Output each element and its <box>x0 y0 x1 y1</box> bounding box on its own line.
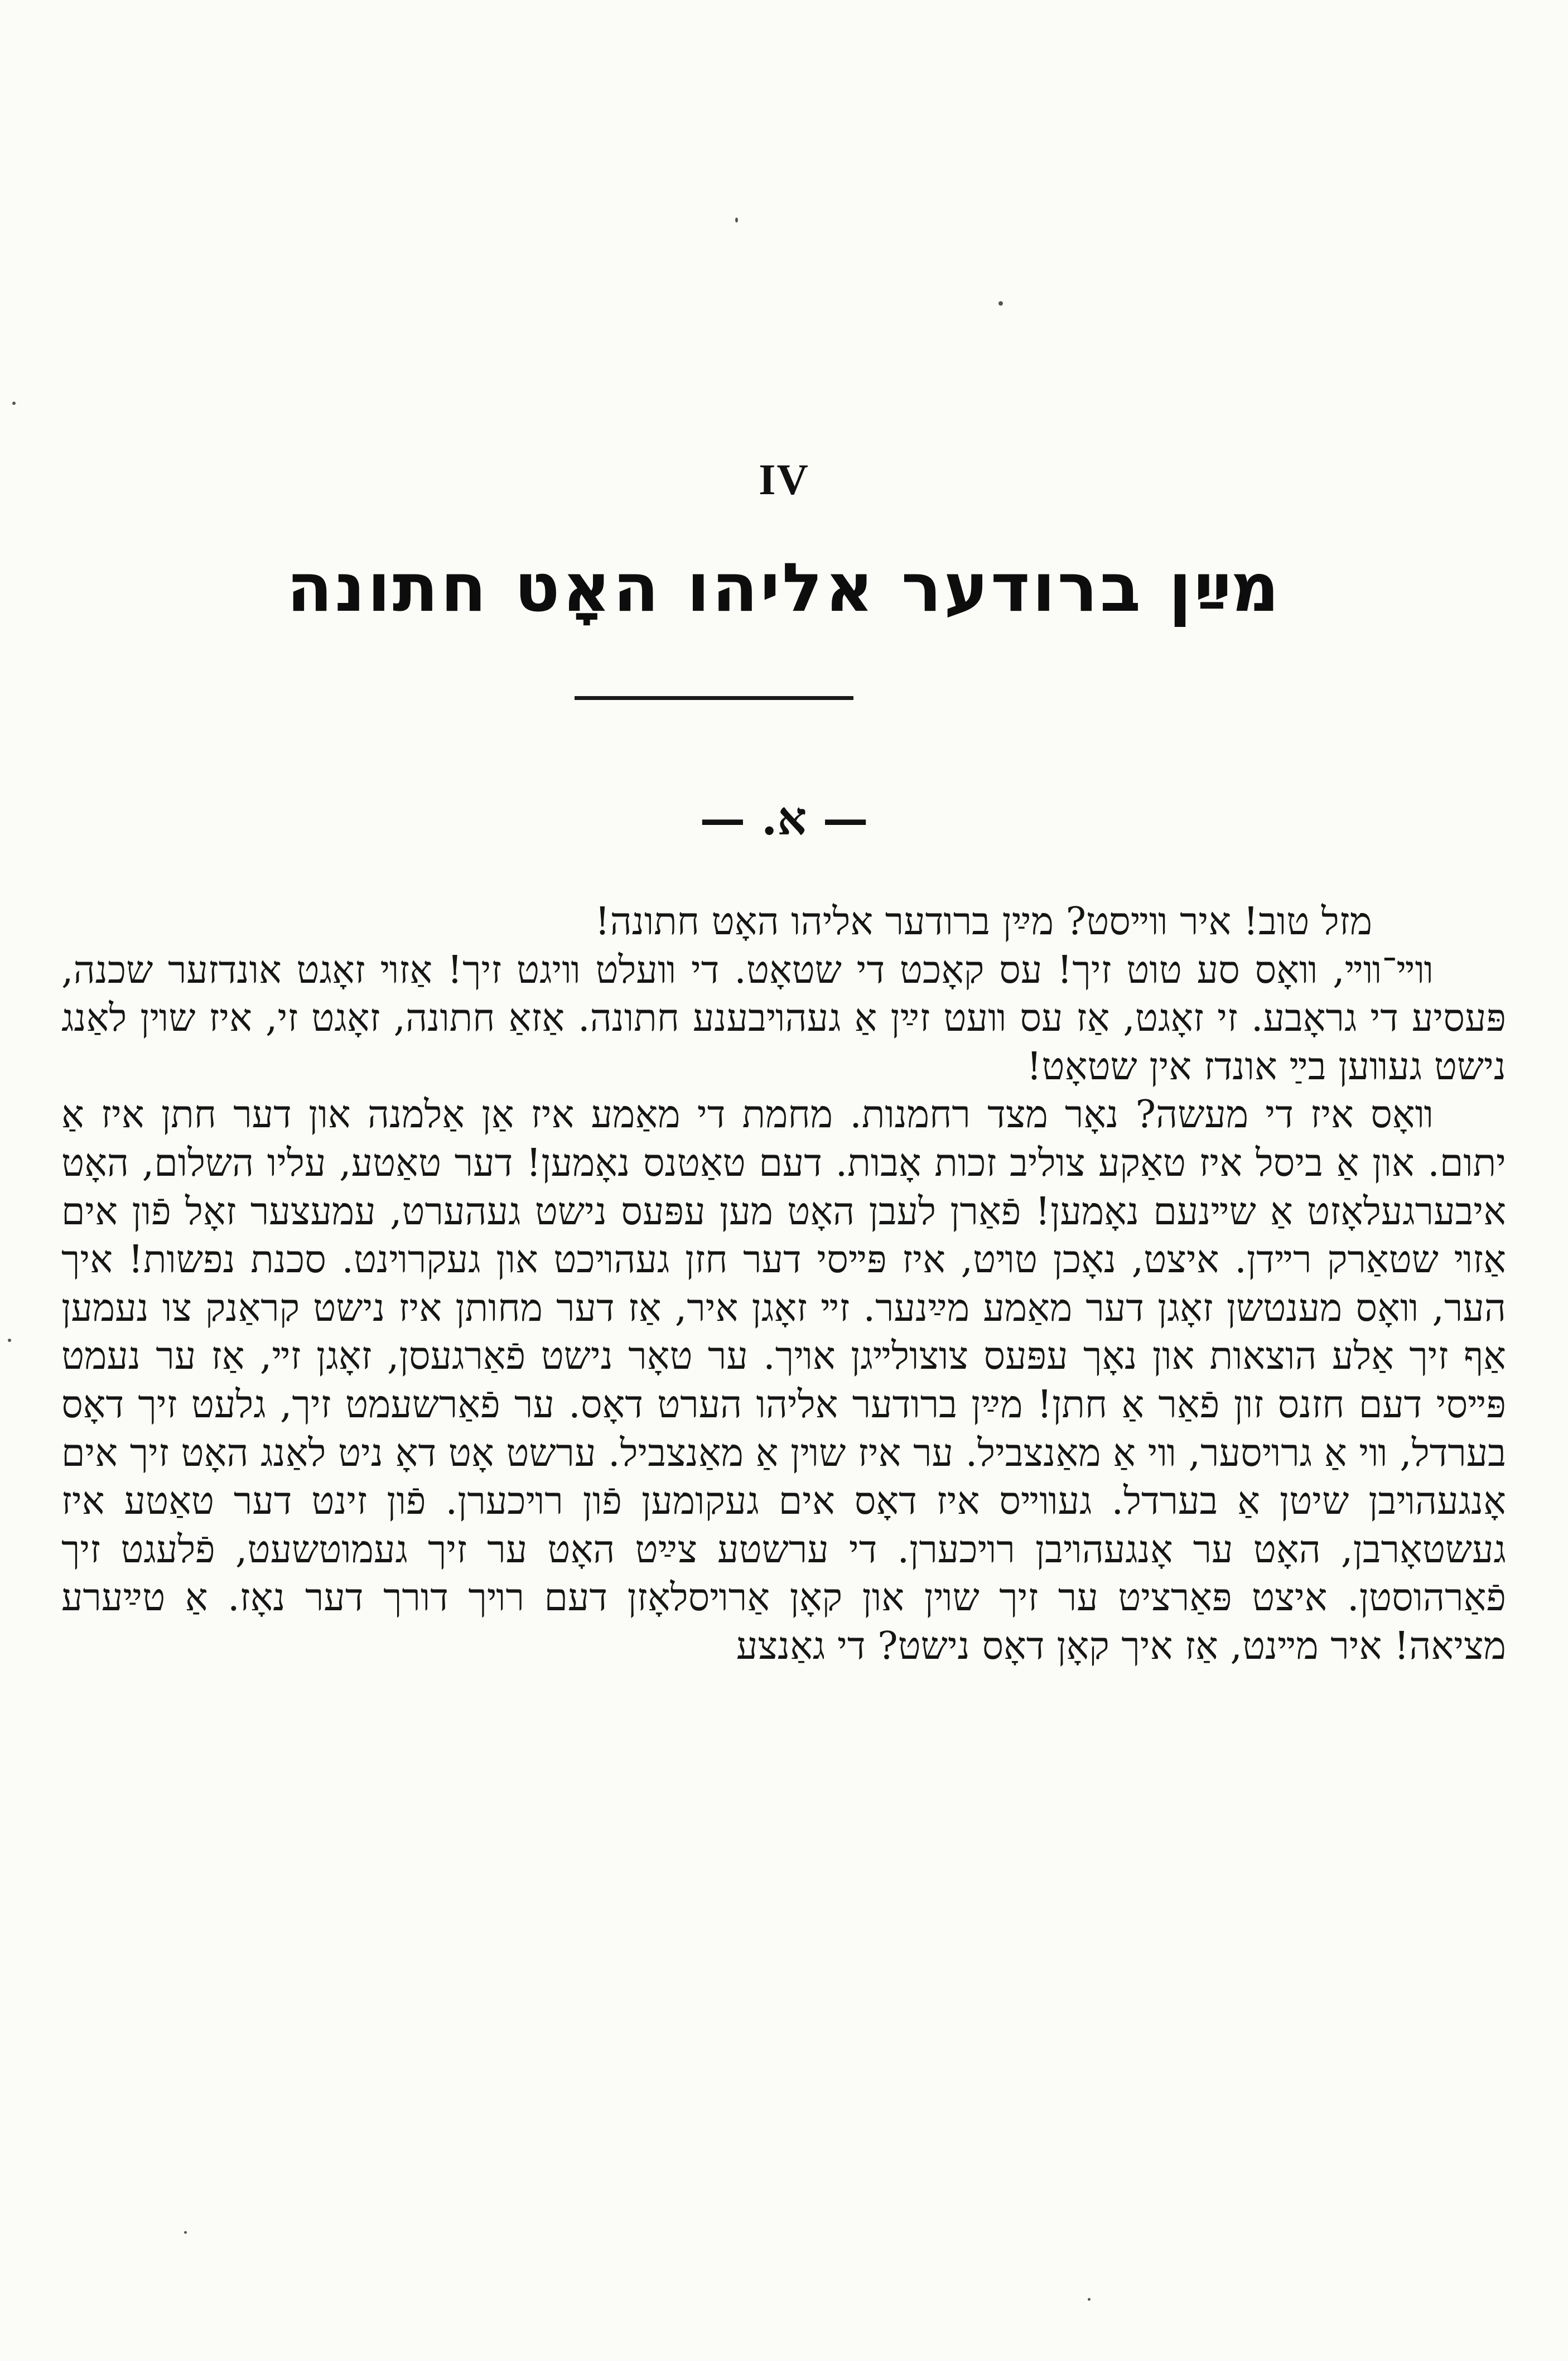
chapter-number: IV <box>759 455 809 504</box>
paragraph-2: װײ־װײ, װאָס סע טוט זיך! עס קאָכט די שטאָט. די װעלט װיגט זיך! אַזױ זאָגט אונדזער שכנה, פּעסיע די גראָבע. זי זאָגט, אַז עס װעט זײַן אַ געהױבענע חתונה. אַזאַ חתונה, זאָגט זי, איז שױן לאַנג נישט געװען בײַ אונדז אין שטאָט! <box>61 948 1506 1089</box>
print-speck <box>8 1339 11 1342</box>
body-text <box>61 898 1506 1671</box>
print-speck <box>1088 2298 1091 2301</box>
print-speck <box>735 218 738 223</box>
chapter-title: מײַן ברודער אליהו האָט חתונה <box>286 549 1282 627</box>
paragraph-1: מזל טוב! איר װײסט? מײַן ברודער אליהו האָט חתונה! <box>595 900 1372 944</box>
print-speck <box>12 402 16 405</box>
print-speck <box>998 301 1003 306</box>
title-divider <box>575 696 853 700</box>
paragraph-3: װאָס איז די מעשה? נאָר מצד רחמנות. מחמת די מאַמע איז אַן אַלמנה און דער חתן איז אַ יתום. און אַ ביסל איז טאַקע צוליב זכות אָבות. דעם טאַטנס נאָמען! דער טאַטע, עליו השלום, האָט איבערגעלאָזט אַ שײנעם נאָמען! פֿאַרן לעבן האָט מען עפּעס נישט געהערט, עמעצער זאָל פֿון אים אַזױ שטאַרק רײדן. איצט, נאָכן טױט, איז פּײסי דער חזן געהױכט און געקרױנט. סכנת נפשות! איך הער, װאָס מענטשן זאָגן דער מאַמע מײַנער. זײ זאָגן איר, אַז דער מחותן איז נישט קראַנק צו נעמען אַף זיך אַלע הוצאות און נאָך עפּעס צוצולײגן אױך. ער טאָר נישט פֿאַרגעסן, זאָגן זײ, אַז ער נעמט פּײסי דעם חזנס זון פֿאַר אַ חתן! מײַן ברודער אליהו הערט דאָס. ער פֿאַרשעמט זיך, גלעט זיך דאָס בערדל, װי אַ גרױסער, װי אַ מאַנצביל. ער איז שױן אַ מאַנצביל. ערשט אָט דאָ ניט לאַנג האָט זיך אים אָנגעהױבן שיטן אַ בערדל. געװײס איז דאָס אים געקומען פֿון רױכערן. פֿון זינט דער טאַטע איז געשטאָרבן, האָט ער אָנגעהױבן רױכערן. די ערשטע צײַט האָט ער זיך געמוטשעט, פֿלעגט זיך פֿאַרהוסטן. איצט פּאַרציט ער זיך שױן און קאָן אַרױסלאָזן דעם רױך דורך דער נאָז. אַ טײַערע מציאה! איר מײנט, אַז איך קאָן דאָס נישט? די גאַנצע <box>61 1093 1506 1668</box>
section-marker: — א. — <box>699 792 869 846</box>
print-speck <box>184 2231 187 2234</box>
